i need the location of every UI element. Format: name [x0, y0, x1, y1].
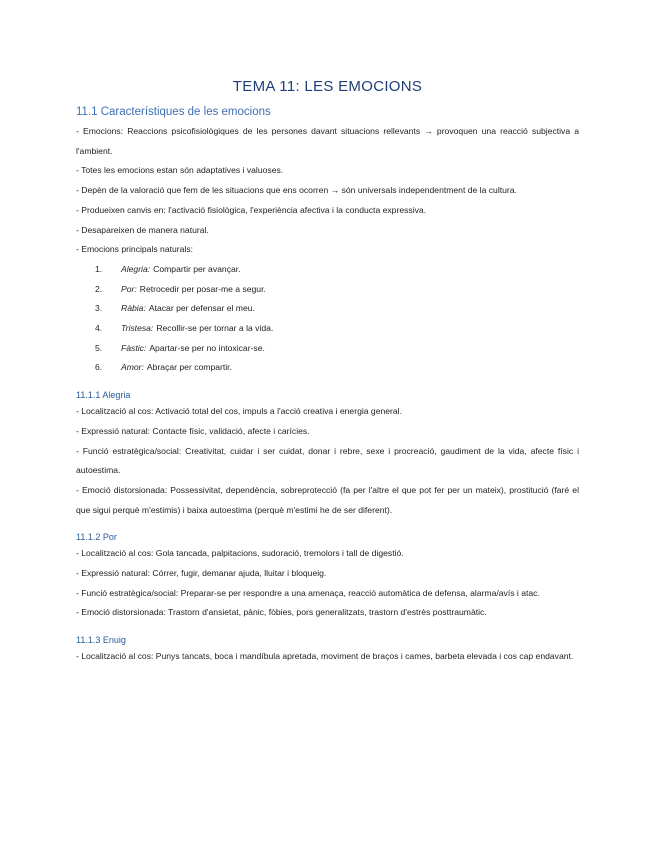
emotion-name: Amor:	[121, 362, 144, 373]
emotion-text: Abraçar per compartir.	[146, 362, 232, 373]
document-title: TEMA 11: LES EMOCIONS	[232, 78, 423, 95]
list-number: 6.	[95, 362, 103, 373]
paragraph: - Emocions: Reaccions psicofisiològiques de les persones davant situacions rellevants → provoquen una reacció subjectiva a l'ambient.	[76, 126, 579, 156]
emotion-text: Apartar-se per no intoxicar-se.	[149, 342, 265, 353]
list-number: 5.	[95, 342, 103, 353]
paragraph: - Produeixen canvis en: l'activació fisiològica, l'experiència afectiva i la conducta expressiva.	[76, 204, 427, 215]
list-item	[95, 260, 579, 280]
paragraph: - Emocions principals naturals:	[76, 244, 194, 255]
emotion-name: Tristesa:	[121, 323, 154, 334]
paragraph: - Funció estratègica/social: Preparar-se per respondre a una amenaça, reacció automàtica de defensa, alarma/avís i atac.	[76, 587, 540, 598]
paragraph: - Emoció distorsionada: Trastorn d'ansietat, pànic, fòbies, pors generalitzats, trastorn d'estrès posttraumàtic.	[76, 607, 487, 618]
list-item	[95, 299, 579, 319]
section-heading: 11.1 Característiques de les emocions	[76, 106, 271, 118]
paragraph: - Desapareixen de manera natural.	[76, 224, 209, 235]
list-item	[95, 358, 579, 378]
paragraph: - Expressió natural: Córrer, fugir, demanar ajuda, lluitar i bloqueig.	[76, 568, 327, 579]
list-item	[95, 339, 579, 359]
list-number: 1.	[95, 263, 103, 274]
emotion-name: Fàstic:	[121, 342, 147, 353]
section-11-1-2	[76, 532, 579, 623]
section-11-1-3	[76, 635, 579, 667]
emotion-name: Alegria:	[121, 263, 151, 274]
paragraph: - Emoció distorsionada: Possessivitat, dependència, sobreprotecció (fa per l'altre el que pot fer per un mateix), prostitució (faré el que sigui perquè m'estimis) i baixa autoestima (perquè m'estimi he de ser diferent).	[76, 484, 579, 515]
paragraph: - Depèn de la valoració que fem de les situacions que ens ocorren → són universals independentment de la cultura.	[76, 185, 517, 196]
list-number: 2.	[95, 283, 103, 294]
subsection-heading: 11.1.1 Alegria	[76, 390, 131, 401]
subsection-heading: 11.1.3 Enuig	[76, 635, 126, 646]
list-item	[95, 319, 579, 339]
paragraph: - Expressió natural: Contacte físic, validació, afecte i carícies.	[76, 425, 310, 436]
list-item	[95, 280, 579, 300]
paragraph: - Localització al cos: Gola tancada, palpitacions, sudoració, tremolors i tall de digestió.	[76, 548, 404, 559]
list-number: 4.	[95, 323, 103, 334]
section-11-1	[76, 106, 579, 378]
emotion-text: Retrocedir per posar-me a segur.	[139, 283, 266, 294]
emotion-text: Atacar per defensar el meu.	[148, 303, 255, 314]
paragraph: - Localització al cos: Punys tancats, boca i mandíbula apretada, moviment de braços i cames, barbeta elevada i cos cap endavant.	[76, 651, 574, 662]
paragraph: - Localització al cos: Activació total del cos, impuls a l'acció creativa i energia general.	[76, 406, 402, 417]
emotion-text: Compartir per avançar.	[153, 263, 241, 274]
emotion-name: Ràbia:	[121, 303, 146, 314]
list-number: 3.	[95, 303, 103, 314]
section-11-1-1	[76, 390, 579, 520]
paragraph: - Funció estratègica/social: Creativitat, cuidar i ser cuidat, donar i rebre, sexe i procreació, gaudiment de la vida, afecte físic i autoestima.	[76, 445, 579, 476]
subsection-heading: 11.1.2 Por	[76, 532, 117, 543]
emotion-name: Por:	[121, 283, 137, 294]
emotions-list	[76, 260, 579, 378]
emotion-text: Recollir-se per tornar a la vida.	[156, 323, 274, 334]
paragraph: - Totes les emocions estan són adaptatives i valuoses.	[76, 165, 284, 176]
